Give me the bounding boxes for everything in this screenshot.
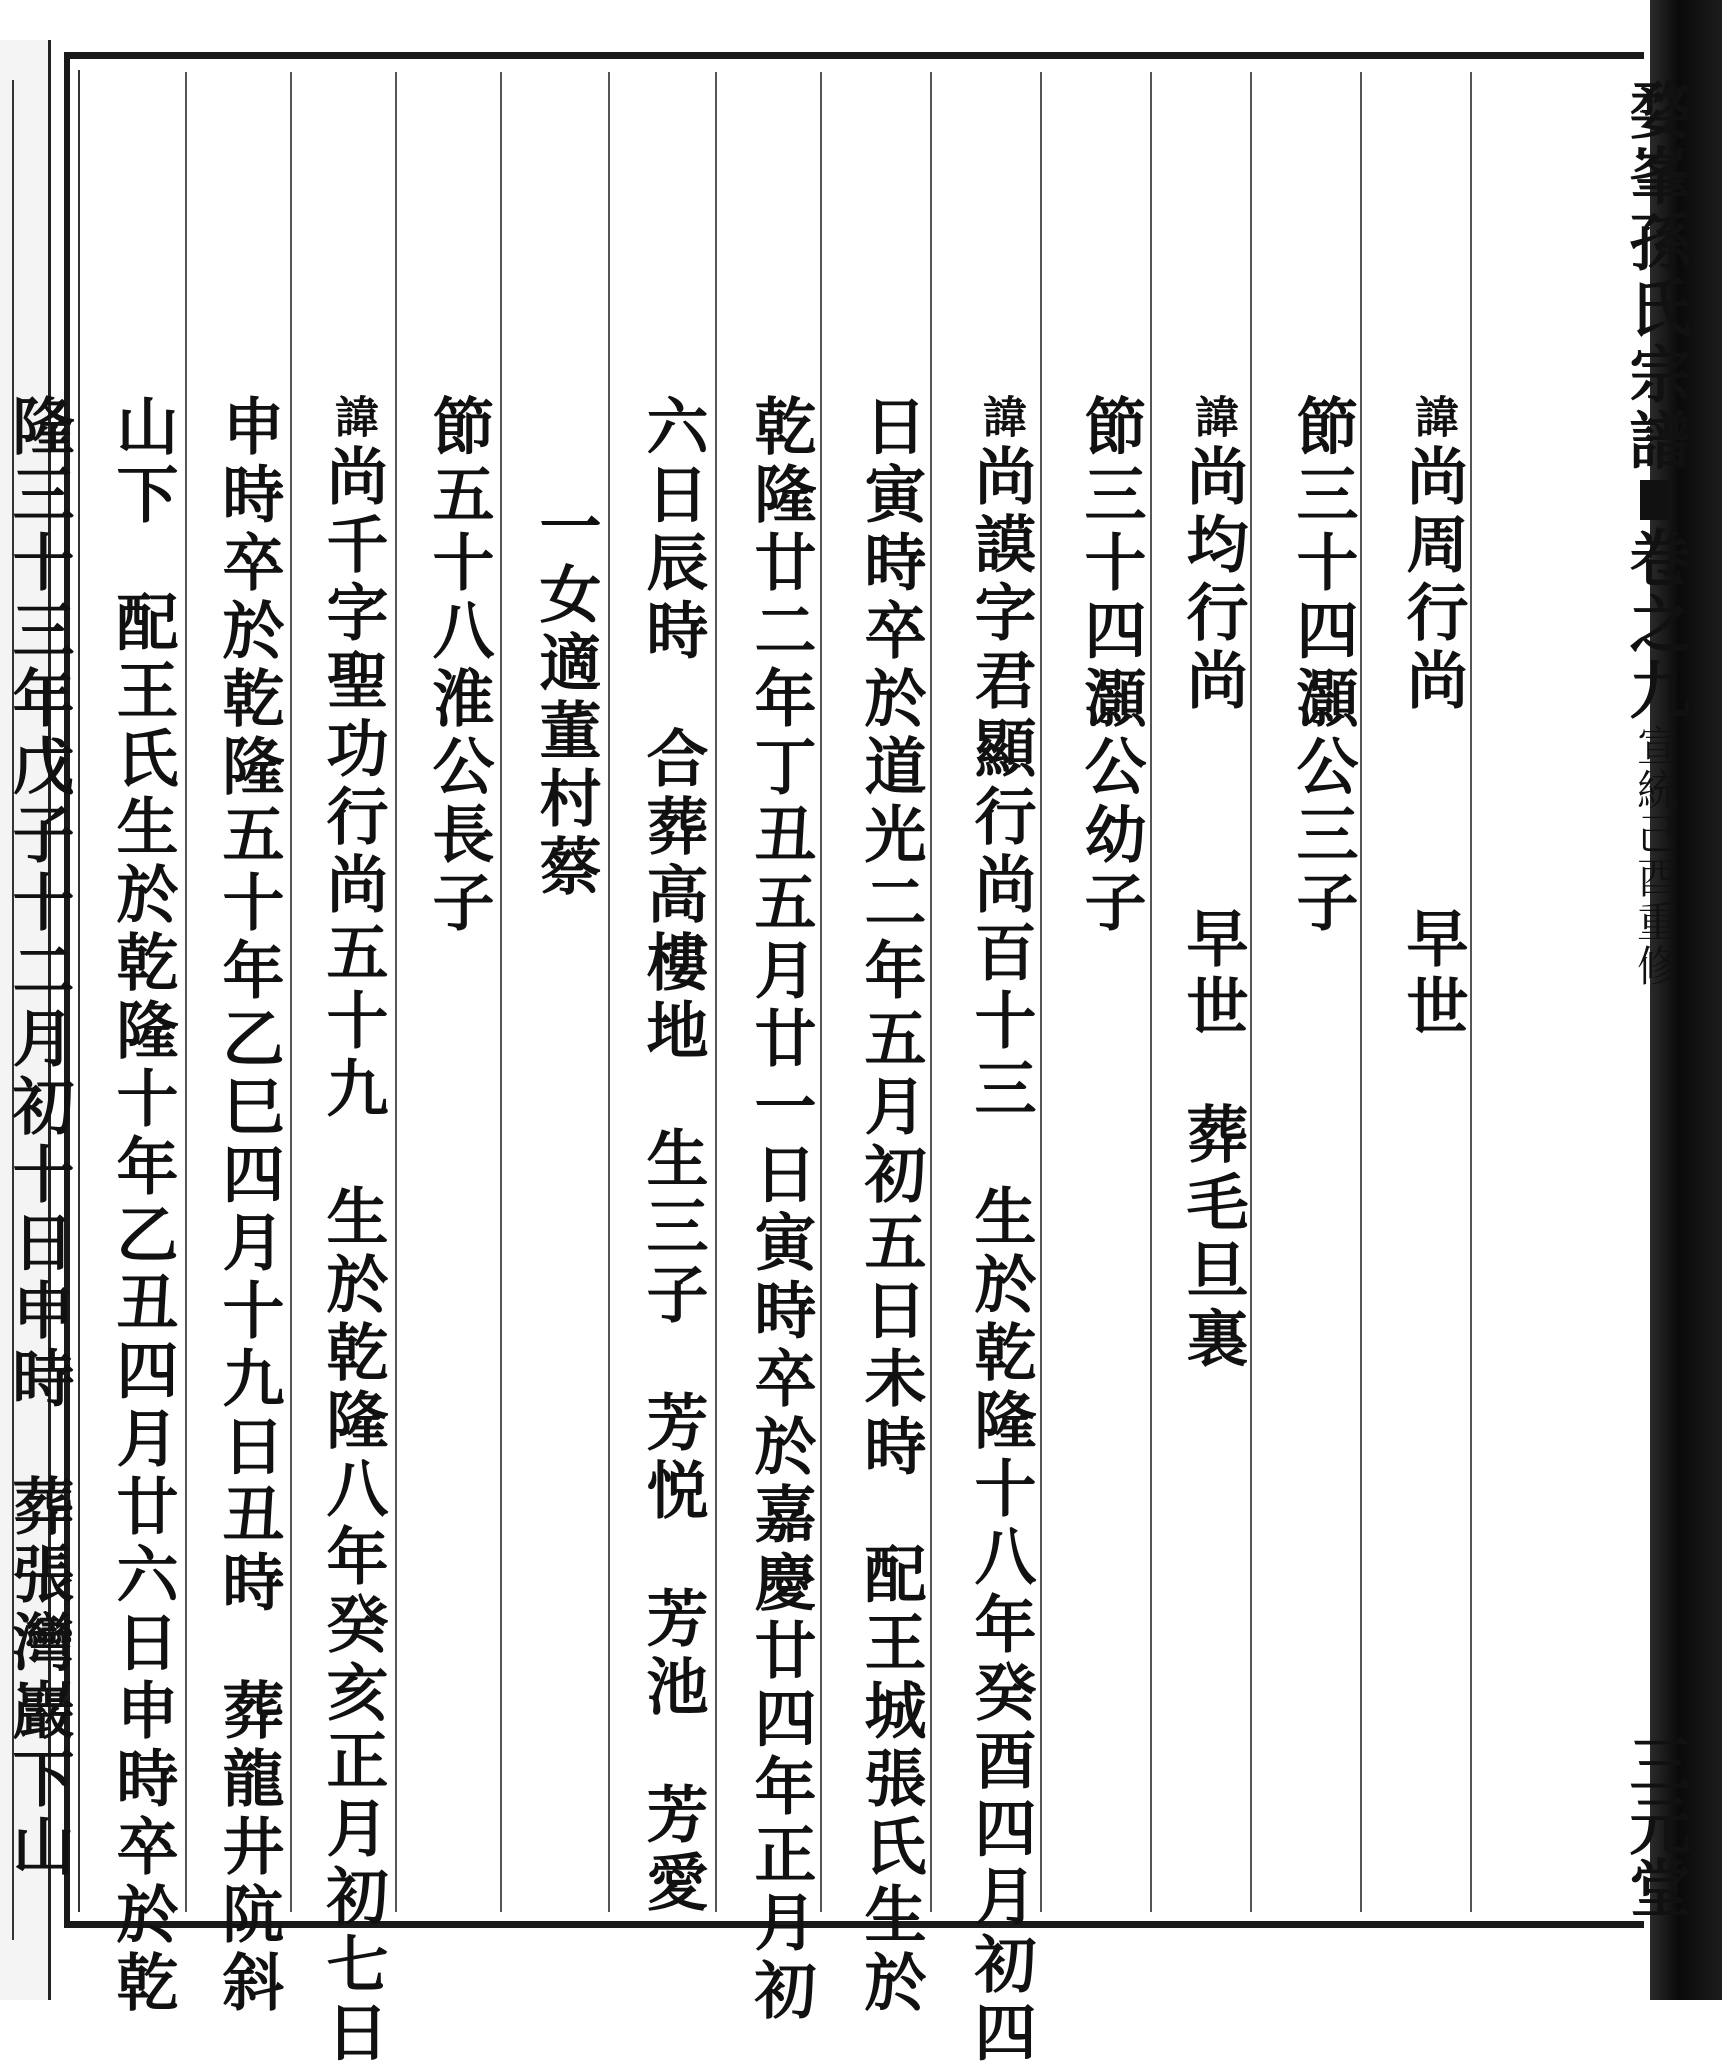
son-name: 芳悦: [636, 1390, 709, 1526]
record-text: 申時卒於乾隆五十年乙巳四月十九日丑時: [212, 394, 285, 1618]
burial-place: 合葬高樓地: [636, 726, 709, 1066]
burial-place-cont: 山下: [106, 394, 179, 530]
burial-place: 葬毛旦裏: [1176, 1102, 1249, 1374]
text-column-13: [106, 78, 292, 2018]
lineage-heading: 節三十四灝公三子: [1286, 394, 1359, 938]
given-name: 尚千字聖功行尚五十九: [316, 444, 389, 1124]
text-column-3: [1176, 78, 1362, 1908]
text-column-12: [212, 78, 398, 2018]
text-column-10: [422, 78, 608, 1908]
text-column-11: [316, 78, 502, 2068]
son-name: 芳池: [636, 1586, 709, 1722]
children-count: 生三子: [636, 1126, 709, 1330]
taboo-name-mark: 諱: [1407, 394, 1458, 444]
record-text: 隆三十三年戊子十二月初十日申時: [2, 394, 75, 1414]
given-name: 尚謨字君顯行尚百十三: [964, 444, 1037, 1124]
text-column-1: [1396, 78, 1582, 1908]
text-column-8: [636, 78, 822, 1918]
record-text: 日寅時卒於道光二年五月初五日未時: [854, 394, 927, 1482]
text-column-5: [964, 78, 1150, 2068]
text-column-7: [744, 78, 930, 2026]
text-column-14: [2, 78, 188, 1908]
daughter-record: 一女適董村蔡: [529, 494, 602, 902]
taboo-name-mark: 諱: [327, 394, 378, 444]
lineage-heading: 節五十八淮公長子: [422, 394, 495, 938]
spouse-record: 配王氏生於乾隆十年乙丑四月廿六日申時卒於乾: [106, 590, 179, 2018]
son-name: 芳愛: [636, 1782, 709, 1918]
given-name: 尚均行尚: [1176, 444, 1249, 716]
birth-record: 生於乾隆十八年癸酉四月初四: [964, 1184, 1037, 2068]
record-text: 乾隆廿二年丁丑五月廿一日寅時卒於嘉慶廿四年正月初: [744, 394, 817, 2026]
burial-place: 葬龍井阬斜: [212, 1678, 285, 2018]
burial-place: 葬張灣巖下山: [2, 1474, 75, 1882]
spouse-record: 配王城張氏生於: [854, 1542, 927, 2018]
record-text: 六日辰時: [636, 394, 709, 666]
page-header: [1580, 78, 1700, 1918]
book-title: 婺峯孫氏宗譜: [1619, 78, 1692, 474]
given-name: 尚周行尚: [1396, 444, 1469, 716]
birth-record: 生於乾隆八年癸亥正月初七日: [316, 1184, 389, 2068]
note: 早世: [1176, 906, 1249, 1042]
text-column-4: [1074, 78, 1260, 1908]
edition-label: 宣統己酉重修: [1631, 724, 1680, 988]
fishtail-mark: [1640, 480, 1670, 520]
note: 早世: [1396, 906, 1469, 1042]
taboo-name-mark: 諱: [1187, 394, 1238, 444]
text-column-6: [854, 78, 1040, 2018]
volume-label: 卷之九: [1619, 526, 1692, 724]
hall-name: 三元堂: [1619, 1732, 1692, 1918]
text-column-2: [1286, 78, 1472, 1908]
lineage-heading: 節三十四灝公幼子: [1074, 394, 1147, 938]
text-column-9: [529, 78, 715, 1908]
taboo-name-mark: 諱: [975, 394, 1026, 444]
